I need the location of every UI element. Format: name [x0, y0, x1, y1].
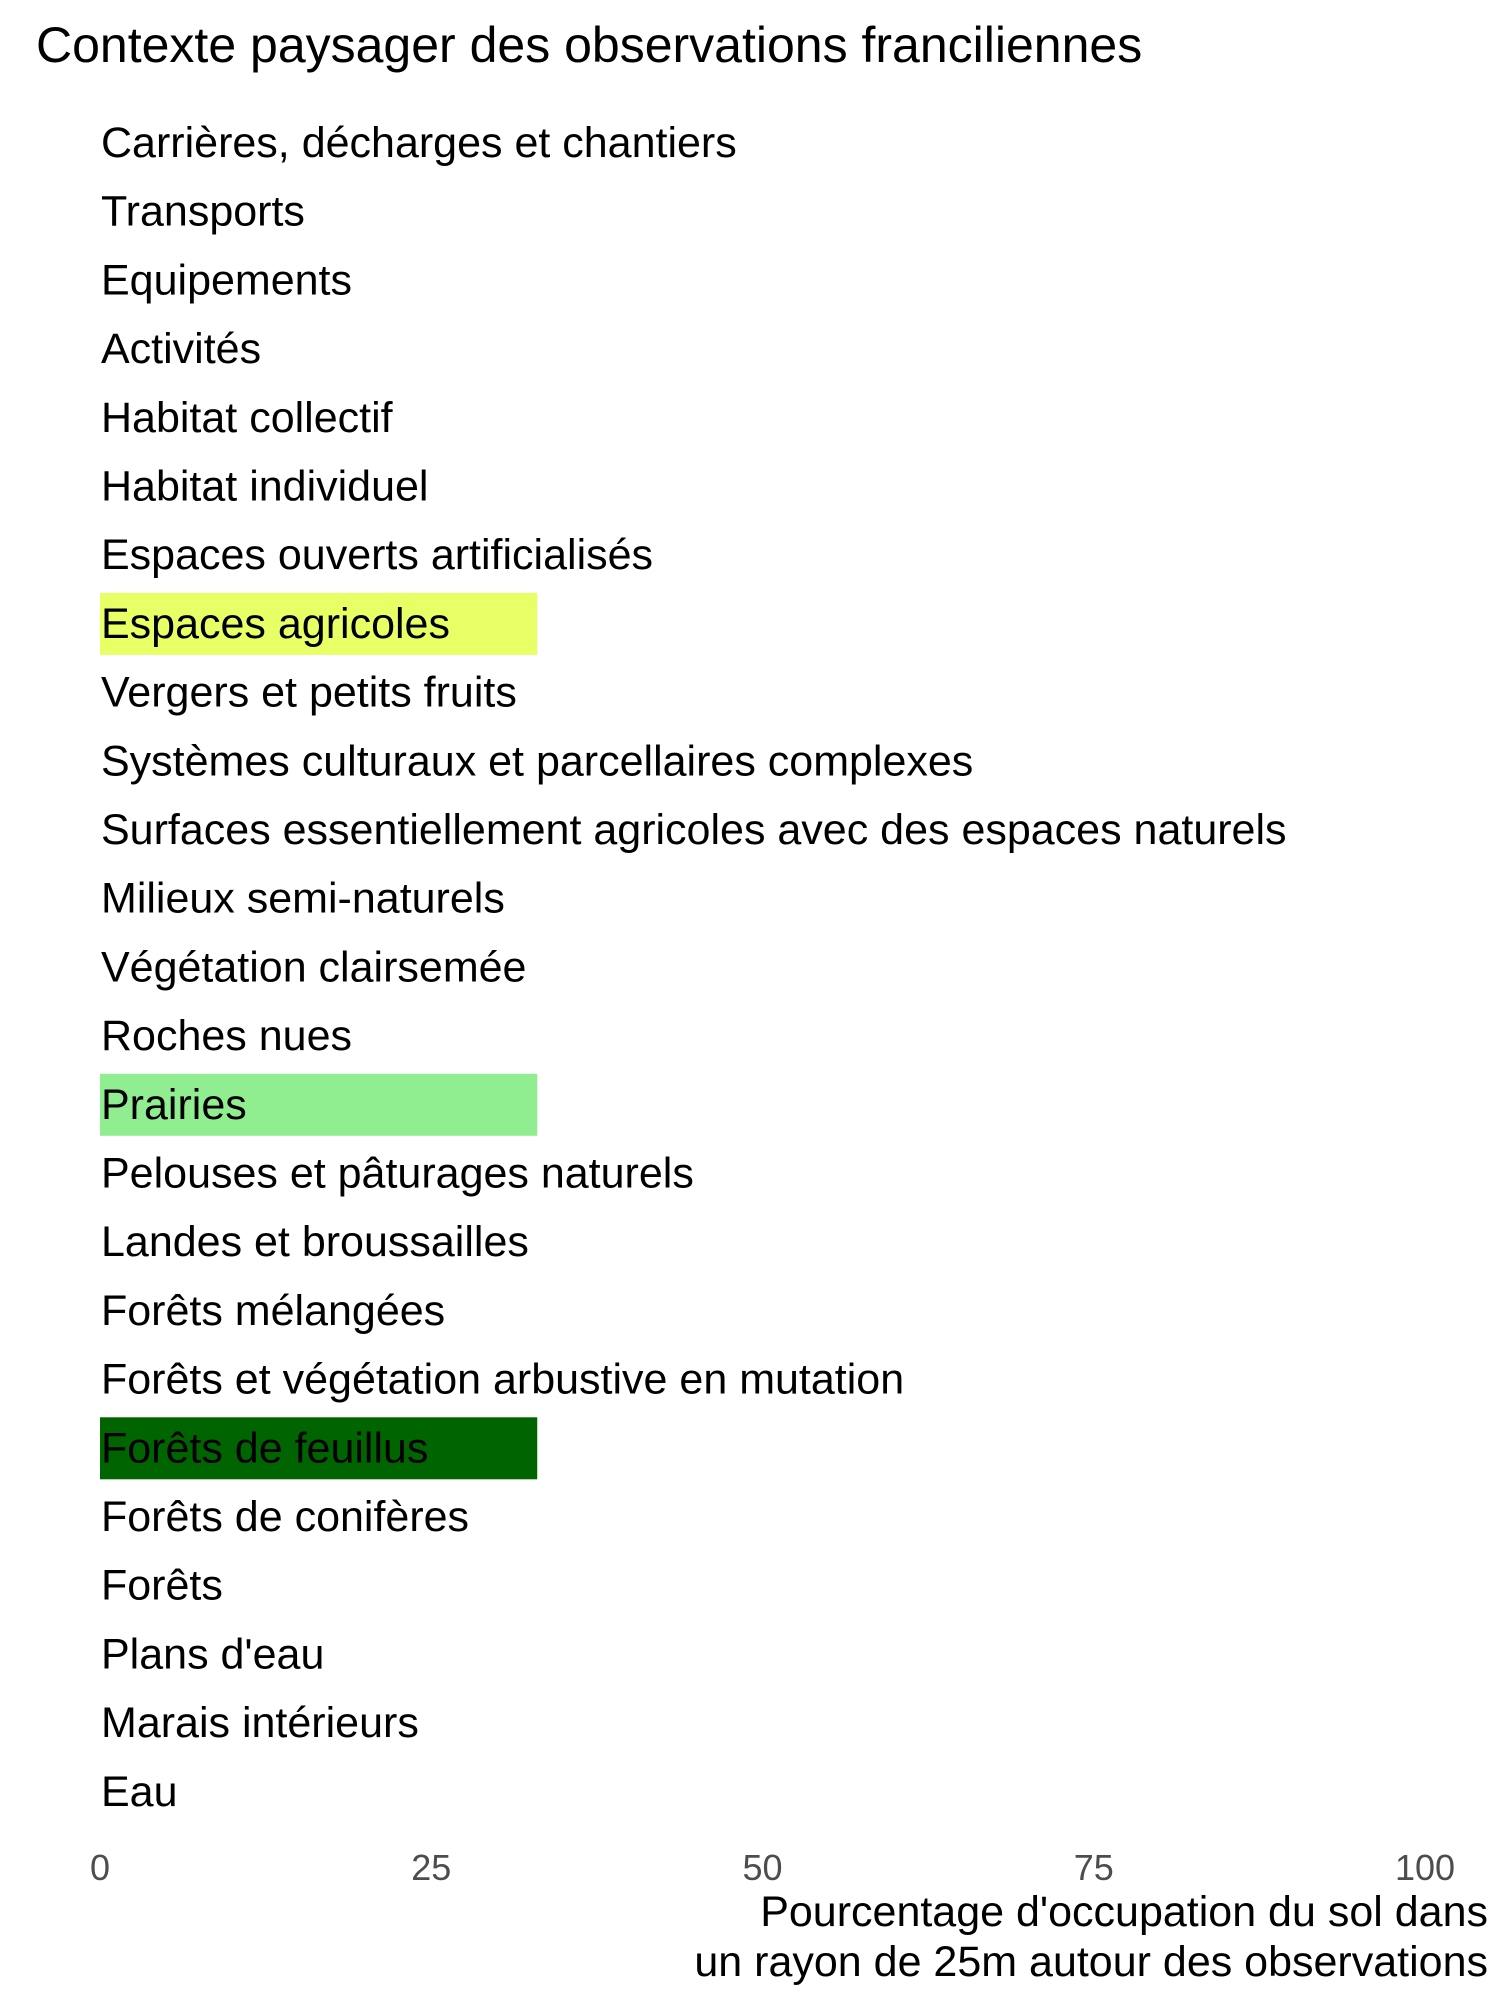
category-label: Roches nues	[101, 1012, 352, 1061]
x-tick-label: 25	[411, 1847, 452, 1888]
category-label: Eau	[101, 1767, 178, 1816]
category-label: Forêts mélangées	[101, 1286, 446, 1335]
category-label: Equipements	[101, 256, 352, 305]
category-label: Forêts	[101, 1561, 223, 1610]
x-tick-label: 50	[742, 1847, 783, 1888]
category-label: Transports	[101, 187, 305, 236]
category-label: Marais intérieurs	[101, 1699, 419, 1748]
category-label: Habitat individuel	[101, 462, 429, 511]
x-axis-title-line-1: Pourcentage d'occupation du sol dans	[760, 1888, 1488, 1936]
category-label: Vergers et petits fruits	[101, 668, 517, 717]
category-label: Prairies	[101, 1080, 247, 1129]
category-label: Espaces ouverts artificialisés	[101, 531, 654, 580]
x-tick-label: 75	[1073, 1847, 1114, 1888]
category-label: Systèmes culturaux et parcellaires complexes	[101, 737, 974, 786]
x-tick-label: 0	[89, 1847, 111, 1888]
category-label: Habitat collectif	[101, 393, 393, 442]
category-label: Milieux semi-naturels	[101, 874, 505, 923]
category-label: Carrières, décharges et chantiers	[101, 119, 737, 167]
category-label: Forêts de conifères	[101, 1493, 470, 1541]
category-label: Activités	[101, 325, 262, 374]
x-axis-ticks-group	[90, 1847, 1455, 1888]
category-label: Espaces agricoles	[101, 599, 450, 648]
category-labels-group	[101, 119, 1287, 1816]
x-axis-title-line-2: un rayon de 25m autour des observations	[694, 1938, 1488, 1986]
category-label: Landes et broussailles	[101, 1218, 529, 1267]
category-label: Forêts de feuillus	[101, 1424, 429, 1473]
category-label: Végétation clairsemée	[101, 943, 527, 992]
category-label: Surfaces essentiellement agricoles avec des espaces naturels	[101, 806, 1287, 854]
category-label: Pelouses et pâturages naturels	[101, 1149, 694, 1198]
chart-title: Contexte paysager des observations franciliennes	[36, 17, 1143, 73]
x-tick-label: 100	[1394, 1847, 1456, 1888]
category-label: Forêts et végétation arbustive en mutation	[101, 1355, 905, 1404]
category-label: Plans d'eau	[101, 1630, 325, 1679]
